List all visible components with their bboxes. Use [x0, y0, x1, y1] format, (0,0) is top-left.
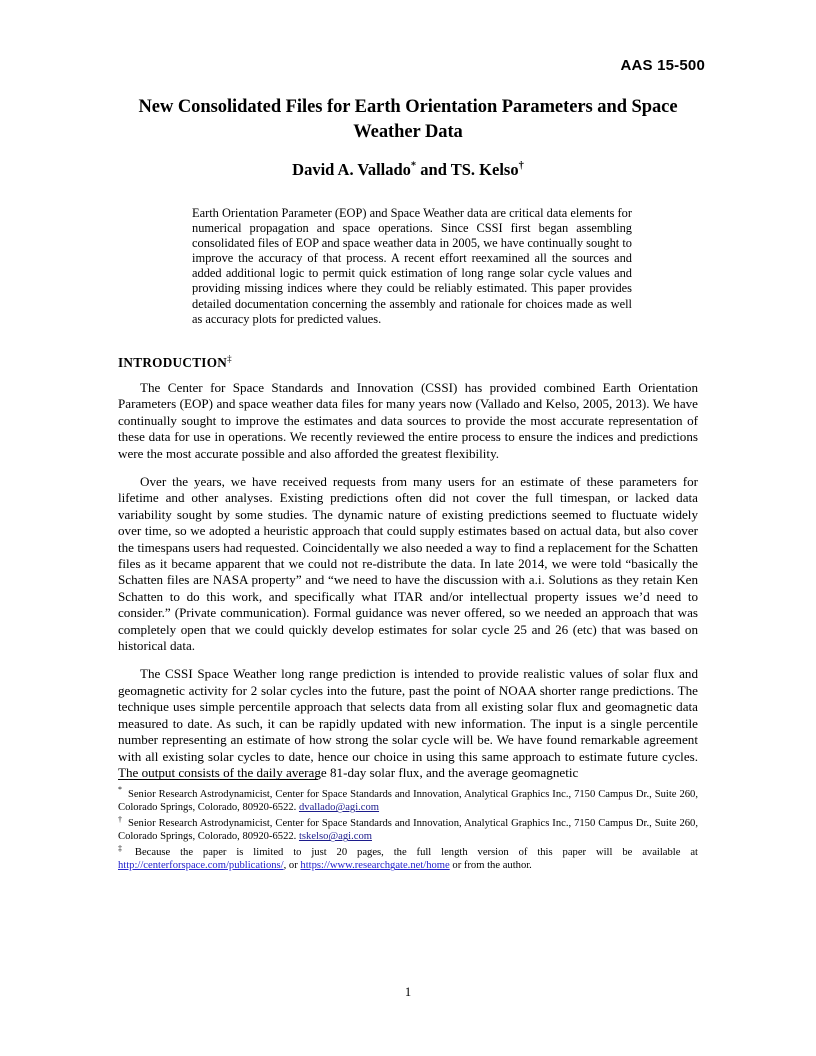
title-block	[118, 95, 698, 145]
page-title: New Consolidated Files for Earth Orientation Parameters and Space Weather Data	[138, 97, 678, 142]
footnote-email-link[interactable]: tskelso@agi.com	[298, 831, 372, 843]
footnote-url-link-publications[interactable]: http://centerforspace.com/publications/	[118, 860, 284, 872]
page-number: 1	[404, 985, 412, 999]
footnote-text: Senior Research Astrodynamicist, Center for Space Standards and Innovation, Analytical Graphics Inc., 7150 Campus Dr., Suite 260, Colorado Springs, Colorado, 80920-6522.	[118, 789, 698, 814]
footnote-text-after: or from the author.	[449, 860, 532, 872]
author-line	[118, 160, 698, 180]
footnote-item: * Senior Research Astrodynamicist, Center for Space Standards and Innovation, Analytical Graphics Inc., 7150 Campus Dr., Suite 260, Colorado Springs, Colorado, 80920-6522. dvallado@agi.com	[118, 785, 698, 814]
body-paragraph: The Center for Space Standards and Innovation (CSSI) has provided combined Earth Orientation Parameters (EOP) and space weather data files for many years now (Vallado and Kelso, 2005, 2013). We have continually sought to improve the estimates and data sources to provide the most accurate representation of these data for use in operations. We recently reviewed the entire process to ensure the indices and predictions were the most accurate possible and also afforded the greatest flexibility.	[118, 380, 698, 461]
footnote-email-link[interactable]: dvallado@agi.com	[298, 802, 380, 814]
section-heading-introduction	[118, 355, 232, 371]
footnote-item: ‡ Because the paper is limited to just 20 pages, the full length version of this paper will be available at http://centerforspace.com/publications/, or https://www.researchgate.net/home or from the author.	[118, 843, 698, 872]
author-footnote-marker-1: *	[410, 160, 417, 172]
footnote-item: † Senior Research Astrodynamicist, Center for Space Standards and Innovation, Analytical Graphics Inc., 7150 Campus Dr., Suite 260, Colorado Springs, Colorado, 80920-6522. tskelso@agi.com	[118, 814, 698, 843]
footnote-block	[118, 785, 698, 875]
footnote-text: Senior Research Astrodynamicist, Center for Space Standards and Innovation, Analytical Graphics Inc., 7150 Campus Dr., Suite 260, Colorado Springs, Colorado, 80920-6522.	[118, 818, 698, 843]
body-paragraph: The CSSI Space Weather long range prediction is intended to provide realistic values of solar flux and geomagnetic activity for 2 solar cycles into the future, past the point of NOAA shorter range predictions. The technique uses simple percentile approach that selects data from all existing solar flux and geomagnetic data measured to date. As such, it can be rapidly updated with new information. The input is a single percentile number representing an estimate of how strong the solar cycle will be. We have found remarkable agreement with all existing solar cycles to date, hence our choice in using this same approach to estimate future cycles. The output consists of the daily average 81-day solar flux, and the average geomagnetic	[118, 666, 698, 780]
section-heading-label: INTRODUCTION	[118, 355, 228, 370]
author-footnote-marker-2: †	[518, 160, 524, 172]
abstract-text: Earth Orientation Parameter (EOP) and Space Weather data are critical data elements for numerical propagation and space operations. Since CSSI first began assembling consolidated files of EOP and space weather data in 2005, we have continually sought to improve the accuracy of that process. A recent effort reexamined all the sources and added additional logic to permit quick estimation of long range solar cycle values and providing missing indices where they could be reliably estimated. This paper provides detailed documentation concerning the assembly and rationale for choices made as well as accuracy plots for predicted values.	[192, 206, 632, 326]
footnote-url-link-researchgate[interactable]: https://www.researchgate.net/home	[300, 860, 450, 872]
footnote-text-middle: , or	[283, 860, 301, 872]
footnote-text: Because the paper is limited to just 20 pages, the full length version of this paper will be available at	[125, 847, 698, 859]
running-head: AAS 15-500	[620, 57, 705, 74]
body-column	[118, 380, 698, 793]
section-footnote-marker: ‡	[227, 353, 232, 364]
footnote-separator-rule	[118, 779, 318, 780]
author-names: David A. Vallado	[292, 160, 411, 179]
body-paragraph: Over the years, we have received requests from many users for an estimate of these parameters for lifetime and other analyses. Existing predictions often did not cover the full timespan, or lacked data variability sought by some studies. The dynamic nature of existing predictions seemed to fluctuate widely over time, so we adopted a heuristic approach that could supply estimates based on actual data, but also cover the timespans users had requested. Coincidentally we also needed a way to find a replacement for the Schatten files as it became apparent that we could not re-distribute the data. In late 2014, we were told “basically the Schatten files are NASA property” and “we need to have the discussion with a.i. Solutions as they retain Ken Schatten to do this work, and specifically what ITAR and/or intellectual property issues we’d need to consider.” (Private communication). Formal guidance was never offered, so we needed an approach that was completely open that we could quickly develop estimates for solar cycle 25 and 26 (etc) that was based on historical data.	[118, 473, 698, 654]
author-connector: and TS. Kelso	[416, 160, 519, 179]
